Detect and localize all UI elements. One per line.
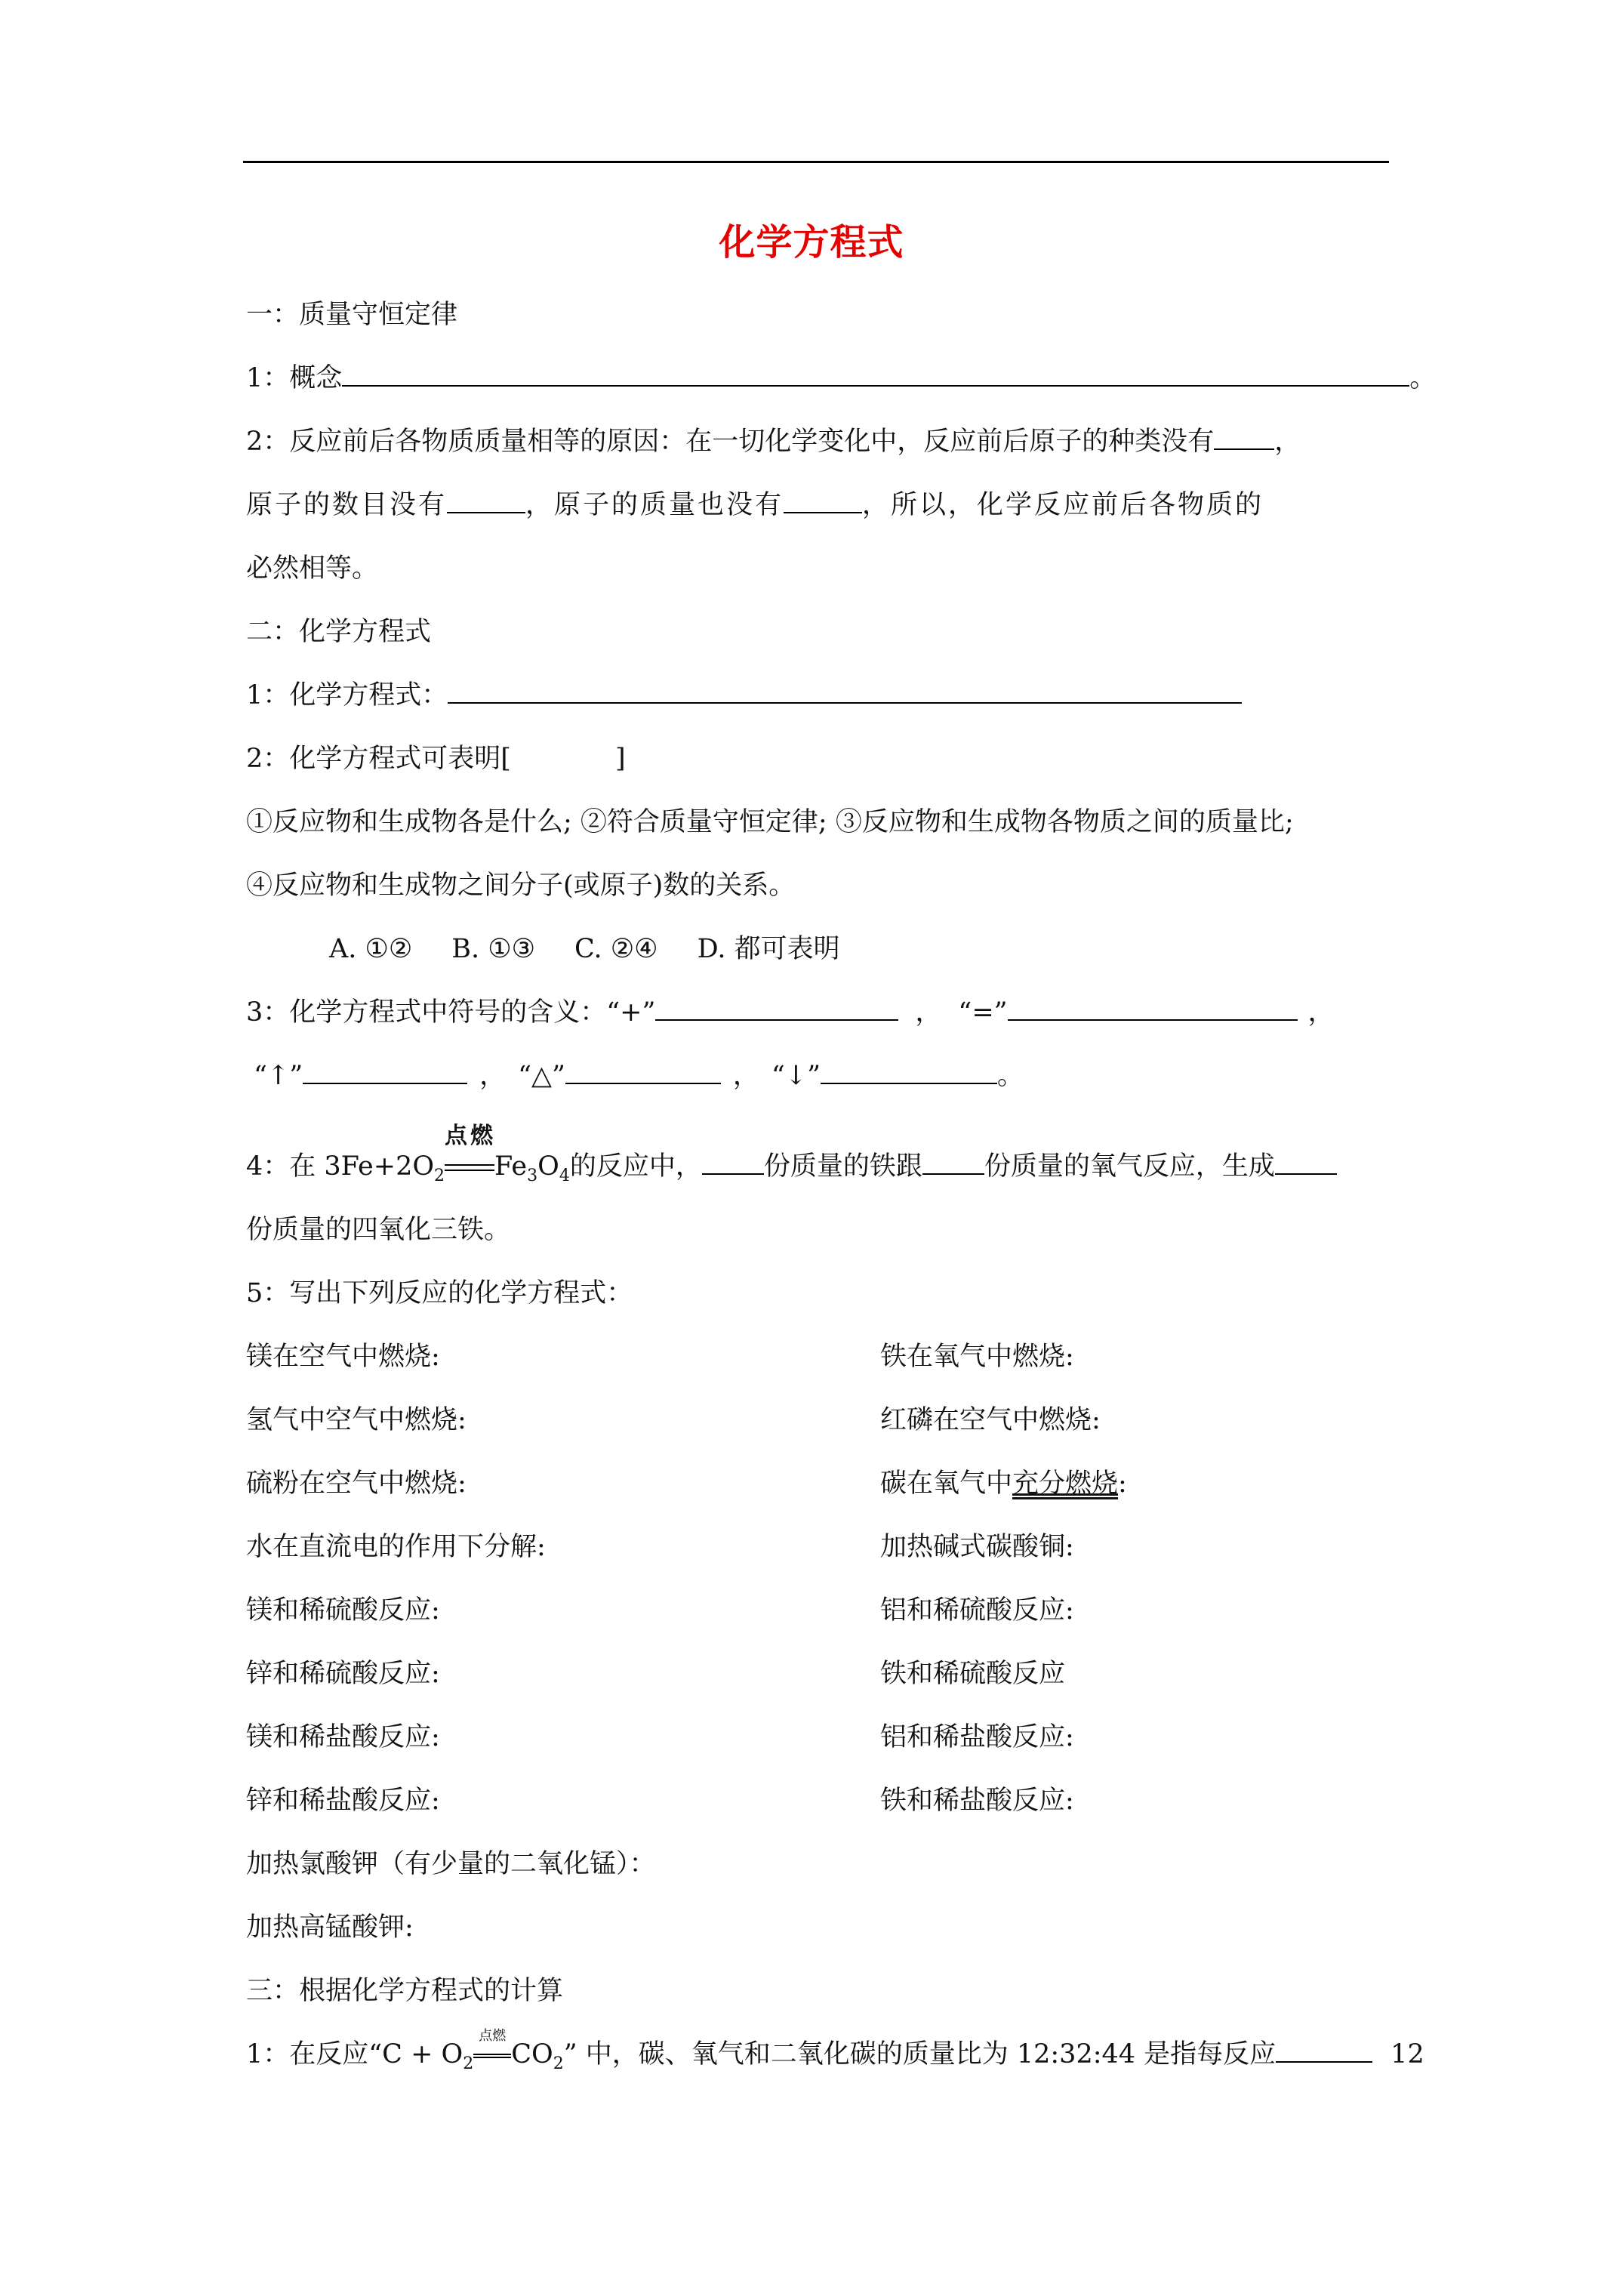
answer-blank[interactable] [1275,1148,1337,1175]
answer-blank[interactable] [655,994,898,1021]
reaction-left-1: 镁在空气中燃烧: [246,1342,440,1372]
s2-q4-line2: 份质量的四氧化三铁。 [246,1215,511,1245]
s2-q4-text: 份质量的铁跟 [763,1151,922,1182]
s2-q2 [246,740,626,778]
reaction-condition: 点燃 [479,2028,507,2044]
s3-q1-text: 1：在反应“C + O [246,2039,463,2069]
answer-blank[interactable] [448,676,1242,704]
triangle-symbol: “△” [518,1061,565,1091]
answer-blank[interactable] [922,1148,984,1175]
s3-q1-text: CO [511,2039,553,2069]
s1-q2-comma: ， [1274,427,1301,457]
answer-blank[interactable] [784,486,862,513]
option-d[interactable]: D. 都可表明 [697,934,840,964]
reaction-10: 加热高锰酸钾: [246,1912,414,1943]
s2-q1-label: 1：化学方程式： [246,680,448,710]
option-b[interactable]: B. ①③ [451,934,536,964]
s3-q1-text: 12 [1390,2039,1424,2069]
reaction-right-3 [880,1465,1127,1502]
reaction-right-5: 铝和稀硫酸反应: [880,1595,1074,1626]
s1-q2-text: 原子的数目没有 [246,490,448,520]
option-a[interactable]: A. ①② [329,934,413,964]
s2-q2-close: ] [614,744,626,774]
subscript: 2 [463,2054,474,2073]
s2-q3-line2 [254,1057,1024,1095]
reaction-right-1: 铁在氧气中燃烧: [880,1342,1074,1372]
s1-q2-line1 [246,423,1301,461]
s2-q4-text: 份质量的氧气反应，生成 [984,1151,1275,1182]
answer-blank[interactable] [1008,994,1298,1021]
s2-q2-stmt2: ④反应物和生成物之间分子(或原子)数的关系。 [246,871,796,901]
reaction-right-4: 加热碱式碳酸铜: [880,1532,1074,1562]
s2-q3-line1 [246,994,1335,1031]
subscript: 4 [559,1166,570,1185]
plus-symbol: “+” [606,997,656,1028]
up-arrow-symbol: “↑” [254,1061,303,1091]
equals-arrow [473,2028,511,2073]
subscript: 2 [434,1166,445,1185]
s1-q2-text: ，所以，化学反应前后各物质的 [862,490,1264,520]
reaction-text: 碳在氧气中 [880,1469,1013,1499]
page-title: 化学方程式 [719,221,904,264]
reaction-left-5: 镁和稀硫酸反应: [246,1595,440,1626]
comma: ， [479,1061,507,1091]
s2-q4-text: 的反应中， [569,1151,702,1182]
comma: ， [915,997,942,1028]
period: 。 [996,1061,1024,1091]
answer-blank[interactable] [303,1057,467,1084]
equals-symbol: “=” [958,997,1008,1028]
reaction-right-6: 铁和稀硫酸反应 [880,1659,1066,1689]
s1-q1-end: 。 [1409,363,1437,393]
colon: : [1118,1469,1127,1499]
answer-blank[interactable] [821,1057,997,1084]
answer-blank[interactable] [1276,2036,1372,2063]
comma: ， [1307,997,1335,1028]
header-rule [243,161,1389,163]
down-arrow-symbol: “↓” [771,1061,821,1091]
reaction-right-2: 红磷在空气中燃烧: [880,1405,1101,1435]
reaction-right-7: 铝和稀盐酸反应: [880,1722,1074,1752]
section-1-heading: 一：质量守恒定律 [246,300,458,330]
equation-text: Fe [494,1151,528,1182]
reaction-left-3: 硫粉在空气中燃烧: [246,1469,467,1499]
double-line [445,1164,494,1171]
reaction-right-8: 铁和稀盐酸反应: [880,1786,1074,1816]
comma: ， [732,1061,759,1091]
s2-q1 [246,676,1242,714]
section-2-heading: 二：化学方程式 [246,617,432,647]
reaction-left-8: 锌和稀盐酸反应: [246,1786,440,1816]
subscript: 3 [527,1166,538,1185]
reaction-9: 加热氯酸钾（有少量的二氧化锰）： [246,1849,656,1879]
s1-q2-line2 [246,486,1264,524]
answer-blank[interactable] [447,486,525,513]
underlined-text: 充分燃烧 [1012,1469,1119,1499]
section-3-heading: 三：根据化学方程式的计算 [246,1976,564,2006]
equation-text: O [537,1151,559,1182]
s3-q1-text: ” 中，碳、氧气和二氧化碳的质量比为 12:32:44 是指每反应 [563,2039,1277,2069]
s2-q2-stmt1: ①反应物和生成物各是什么; ②符合质量守恒定律; ③反应物和生成物各物质之间的质量比; [246,807,1294,837]
s2-q3-text: 3：化学方程式中符号的含义： [246,997,607,1028]
reaction-left-2: 氢气中空气中燃烧: [246,1405,467,1435]
subscript: 2 [553,2054,564,2073]
equals-arrow [445,1123,497,1185]
reaction-left-6: 锌和稀硫酸反应: [246,1659,440,1689]
s1-q2-text: 2：反应前后各物质质量相等的原因：在一切化学变化中，反应前后原子的种类没有 [246,427,1215,457]
option-c[interactable]: C. ②④ [574,934,658,964]
s3-q1 [246,2028,1424,2083]
reaction-left-7: 镁和稀盐酸反应: [246,1722,440,1752]
s1-q1-label: 1：概念 [246,363,343,393]
s1-q2-text: ，原子的质量也没有 [525,490,784,520]
s2-q5: 5：写出下列反应的化学方程式： [246,1278,633,1308]
answer-blank[interactable] [342,359,1409,387]
equation-text: 4：在 3Fe+2O [246,1151,435,1182]
answer-blank[interactable] [565,1057,721,1084]
s1-q1 [246,359,1436,397]
answer-blank[interactable] [1214,423,1274,450]
reaction-left-4: 水在直流电的作用下分解: [246,1532,546,1562]
reaction-condition: 点燃 [445,1123,497,1149]
s2-q2-text: 2：化学方程式可表明[ [246,744,511,774]
s2-q4-line1 [246,1123,1337,1195]
s2-q2-options [329,930,879,968]
answer-blank[interactable] [702,1148,764,1175]
s1-q2-line3: 必然相等。 [246,553,379,584]
